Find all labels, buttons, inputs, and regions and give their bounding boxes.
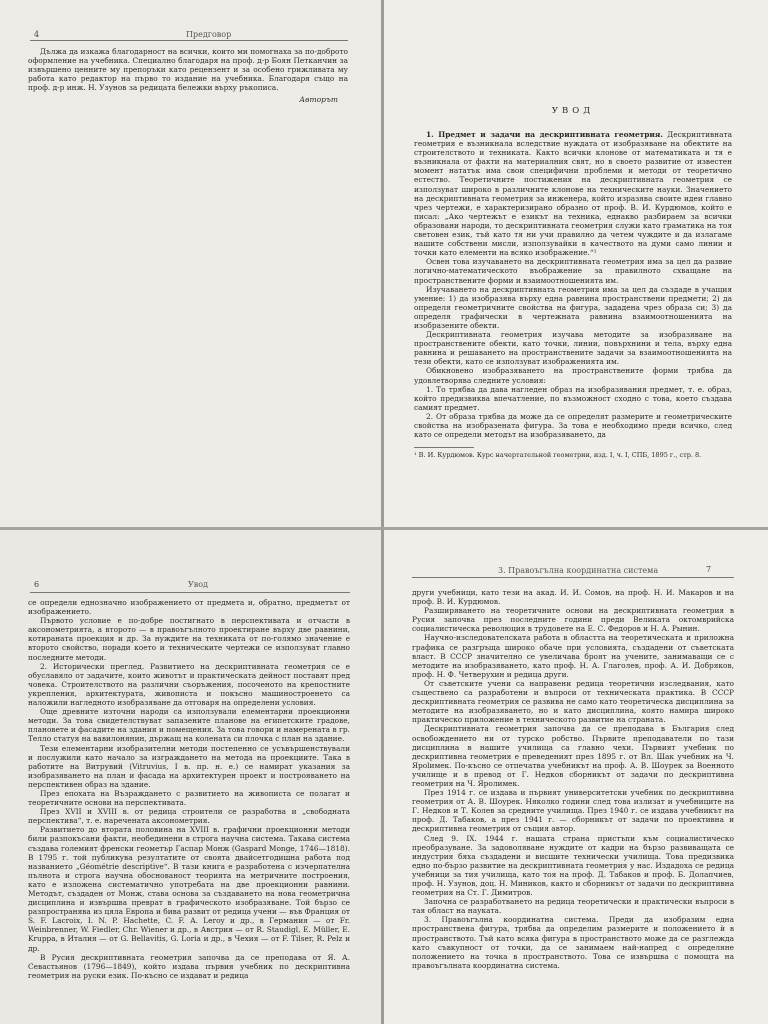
running-header: 3. Правоъгълна координатна система xyxy=(498,566,659,575)
paragraph: Разширяването на теоретичните основи на дескриптивната геометрия в Русия започва през последните години преди Великата октомврийска социалистическа революция в трудовете на Е. С. Федоров и Н. А. Рынин. xyxy=(412,606,734,634)
paragraph: След 9. IX. 1944 г. нашата страна пристъпи към социалистическо преобразуване. За задоволяване нуждите от кадри на бързо развиващата се индустрия бяха създадени и висшите технически училища. Това предизвика едно по-бързо развитие на дескриптивната геометрия у нас. Издадоха се редица учебници за тия училища, като тоя на проф. Д. Табаков и проф. Б. Долапчиев, проф. Н. Узунов, доц. Н. Миников, както и сборникът от задачи по дескриптивна геометрия на Ст. Г. Димитров. xyxy=(412,833,734,898)
paragraph: През XVII и XVIII в. от редица строители се разработва и „свободната перспектива“, т. е. наречената аксонометрия. xyxy=(28,807,350,826)
intro-paragraph-6: 1. То трябва да дава нагледен образ на изобразявания предмет, т. е. образ, който предизвиква впечатление, по възможност сходно с това, което създава самият предмет. xyxy=(414,384,732,412)
intro-paragraph-2: Освен това изучаването на дескриптивната геометрия има за цел да развие логично-математическото въображение за правилното схващане на пространствените форми и взаимоотношенията им. xyxy=(414,257,732,285)
paragraph: Развитието до втората половина на XVIII в. графични проекционни методи били разпокъсани факти, необединени в строга научна система. Такава система създава големият френски геометър Гаспар Монж (Gaspard Monge, 1746—1818). В 1795 г. той публикува резултатите от своята двайсетгодишна работа под названието „Géométrie descriptive“. В тази книга е разработена с изчерпателна пълнота и строга научна обоснованост теорията на метричните построения, като е изложена систематично употребата на две проекционни равнини. Методът, създаден от Монж, става основа за създаването на нова геометрична дисциплина и извършва преврат в графическото изобразяване. Той бързо се разпространява из цяла Европа и бива развит от редица учени — във Франция от S. F. Lacroix, I. N. P. Hachette, C. F. A. Leroy и др., в Германия — от Fr. Weinbrenner, W. Fiedler, Chr. Wiener и др., в Австрия — от R. Staudigl, E. Müller, E. Kruppa, в Италия — от G. Bellavitis, G. Loria и др., в Чехия — от F. Tilser, R. Pelz и др. xyxy=(28,825,350,953)
page-number: 6 xyxy=(34,580,40,589)
paragraph: През 1914 г. се издава и първият университетски учебник по дескриптивна геометрия от А. В. Шоурек. Няколко години след това излизат и учебниците на Г. Недков и Т. Колев за средните училища. През 1940 г. се издава учебникът на проф. Д. Табаков, а през 1941 г. — сборникът от задачи по проективна и дескриптивна геометрия от същия автор. xyxy=(412,788,734,834)
paragraph: Тези елементарни изобразителни методи постепенно се усъвършенствували и послужили като начало за изграждането на метода на проекциите. Така в работите на Витрувий (Vitruvius, I в. пр. н. е.) се намират указания за изобразяването на план и фасада на архитектурен проект и построяването на перспективен образ на здание. xyxy=(28,743,350,789)
signature: Авторът xyxy=(299,95,338,105)
page-number: 7 xyxy=(706,565,712,574)
development-body xyxy=(412,588,734,970)
paragraph: Още древните източни народи са използували елементарни проекционни методи. За това свидетелствуват запазените планове на египетските градове, плановете и фасадите на здания и помещения. За това говори и намерената в гр. Телло статуя на вавилонянин, държащ на колената си плочка с план на здание. xyxy=(28,707,350,744)
paragraph: се определи еднозначно изображението от предмета и, обратно, предметът от изображението. xyxy=(28,598,350,617)
paragraph: Първото условие е по-добре постигнато в перспективата и отчасти в аксонометрията, а второто — в правоъгълното проектиране върху две равнини, котираната проекция и др. За нуждите на техниката от по-голямо значение е второто свойство, поради което и техническите чертежи се използуват главно последните методи. xyxy=(28,616,350,662)
paragraph: други учебници, като тези на акад. И. И. Сомов, на проф. Н. И. Макаров и на проф. В. И. Курдюмов. xyxy=(412,588,734,607)
footnote-rule xyxy=(414,447,474,448)
preface-body xyxy=(28,47,348,104)
running-header: Увод xyxy=(188,580,209,589)
header-rule xyxy=(412,577,734,578)
paragraph: Започна се разработването на редица теоретически и практически въпроси в тая област на науката. xyxy=(412,897,734,916)
intro-paragraph-4: Дескриптивната геометрия изучава методите за изобразяване на пространствените обекти, като точки, линии, повърхнини и тела, върху една равнина и решаването на пространствените задачи за взаимоотношенията на тези обекти, като се използуват изображенията им. xyxy=(414,330,732,367)
paragraph: Дескриптивната геометрия започва да се преподава в България след освобождението ни от турско робство. Първите преподаватели по тази дисциплина в нашите училища са главно чехи. Първият учебник по дескриптивна геометрия е преведеният през 1895 г. от Вл. Шак учебник на Ч. Ярolимек. По-късно се отпечатва учебникът на проф. А. В. Шоурек за Военното училище и в превод от Г. Недков сборникът от задачи по дескриптивна геометрия на Ч. Яролимек. xyxy=(412,724,734,788)
header-rule xyxy=(30,40,348,41)
paragraph-text: Дескриптивната геометрия е възникнала вследствие нуждата от изобразяване на обектите на строителството и техниката. Както всички клонове от математиката и тя е възникнала от факти на материалния свят, но в своето развитие от известен момент нататък има свои специфични проблеми и методи от теоретично естество. Теоретичните постижения на дескриптивната геометрия се използуват широко в различните клонове на техническите науки. Значението на дескриптивната геометрия за инженера, който изразява своите идеи главно чрез чертежи, е характеризирано образно от проф. В. И. Курдюмов, който е писал: „Ако чертежът е езикът на техника, еднакво разбираем за всички образовани народи, то дескриптивната геометрия служи като граматика на тоя световен език, тъй като тя ни учи правилно да четем чуждите и да излагаме нашите собствени мисли, използувайки в качеството на думи само линии и точки като елементи на всяко изображение.“¹ xyxy=(414,130,732,258)
intro-paragraph-5: Обикновено изобразяването на пространствените форми трябва да удовлетворява следните условия: xyxy=(414,366,732,385)
section-heading: 1. Предмет и задачи на дескриптивната геометрия. xyxy=(426,130,663,139)
intro-body xyxy=(414,106,732,459)
paragraph: От съветските учени са направени редица теоретични изследвания, като съществено са разработени и въпроси от техническата практика. В СССР дескриптивната геометрия се развива не само като теоретическа дисциплина за методите на изобразяването, но и като дисциплина, която намира широко практическо приложение в техническото развитие на страната. xyxy=(412,678,734,725)
paragraph: Научно-изследователската работа в областта на теоретическата и приложна графика се разгръща широко обаче при условията, създадени от съветската власт. В СССР значително се увеличава броят на учените, занимаващи се с методите на изобразяването, като проф. Н. А. Глаголев, проф. А. И. Добряков, проф. Н. Ф. Четверухин и редица други. xyxy=(412,633,734,679)
intro-paragraph-3: Изучаването на дескриптивната геометрия има за цел да създаде в учащия умение: 1) да изобразява върху една равнина пространствени предмети; 2) да определя геометричните свойства на фигура, зададена чрез образа си; 3) да определя графически в чертежната равнина взаимоотношенията на изобразените обекти. xyxy=(414,284,732,330)
header-rule xyxy=(30,592,350,593)
chapter-title: УВОД xyxy=(551,106,595,116)
page-number: 4 xyxy=(34,30,40,39)
paragraph: В Русия дескриптивната геометрия започва да се преподава от Я. А. Севастьянов (1796—1849), който издава първия учебник по дескриптивна геометрия на руски език. По-късно се издават и редица xyxy=(28,952,350,980)
intro-paragraph-7: 2. От образа трябва да може да се определят размерите и геометрическите свойства на изобразената фигура. За това е необходимо преди всичко, след като се определи методът на изобразяването, да xyxy=(414,411,732,440)
paragraph: През епохата на Възраждането с развитието на живописта се полагат и теоретичните основи на перспективата. xyxy=(28,788,350,808)
footnote: ¹ В. И. Курдюмов. Курс начертательной геометрии, изд. I, ч. I, СПБ, 1895 г., стр. 8. xyxy=(414,451,702,460)
paragraph: 2. Исторически преглед. Развитието на дескриптивната геометрия се е обуславяло от задачите, които животът и практическата дейност поставят пред човека. Строителството на различни съоръжения, посоченото на крепостните укрепления, архитектурата, живописта и покъсно машиностроенето са наложили нагледното изобразяване да отговаря на определени условия. xyxy=(28,661,350,708)
history-body xyxy=(28,598,350,980)
preface-paragraph: Дължа да изкажа благодарност на всички, които ми помогнаха за по-доброто оформление на учебника. Специално благодаря на проф. д-р Боян Петканчин за извършено ценните му препоръки като рецензент и за особено грижливата му работа като редактор на първо то издание на учебника. Благодаря също на проф. д-р инж. Н. Узунов за редицата бележки върху ръкописа. xyxy=(28,47,348,93)
running-header: Предговор xyxy=(186,30,232,39)
intro-paragraph-1 xyxy=(414,130,732,257)
paragraph: 3. Правоъгълна координатна система. Преди да изобразим една пространствена фигура, трябва да определим размерите и положението ѝ в пространството. Тъй като всяка фигура в пространството може да се разглежда като съвкупност от точки, да се занимаем най-напред с определяне положението на точка в пространството. Това се извършва с помощта на правоъгълната координатна система. xyxy=(412,915,734,970)
